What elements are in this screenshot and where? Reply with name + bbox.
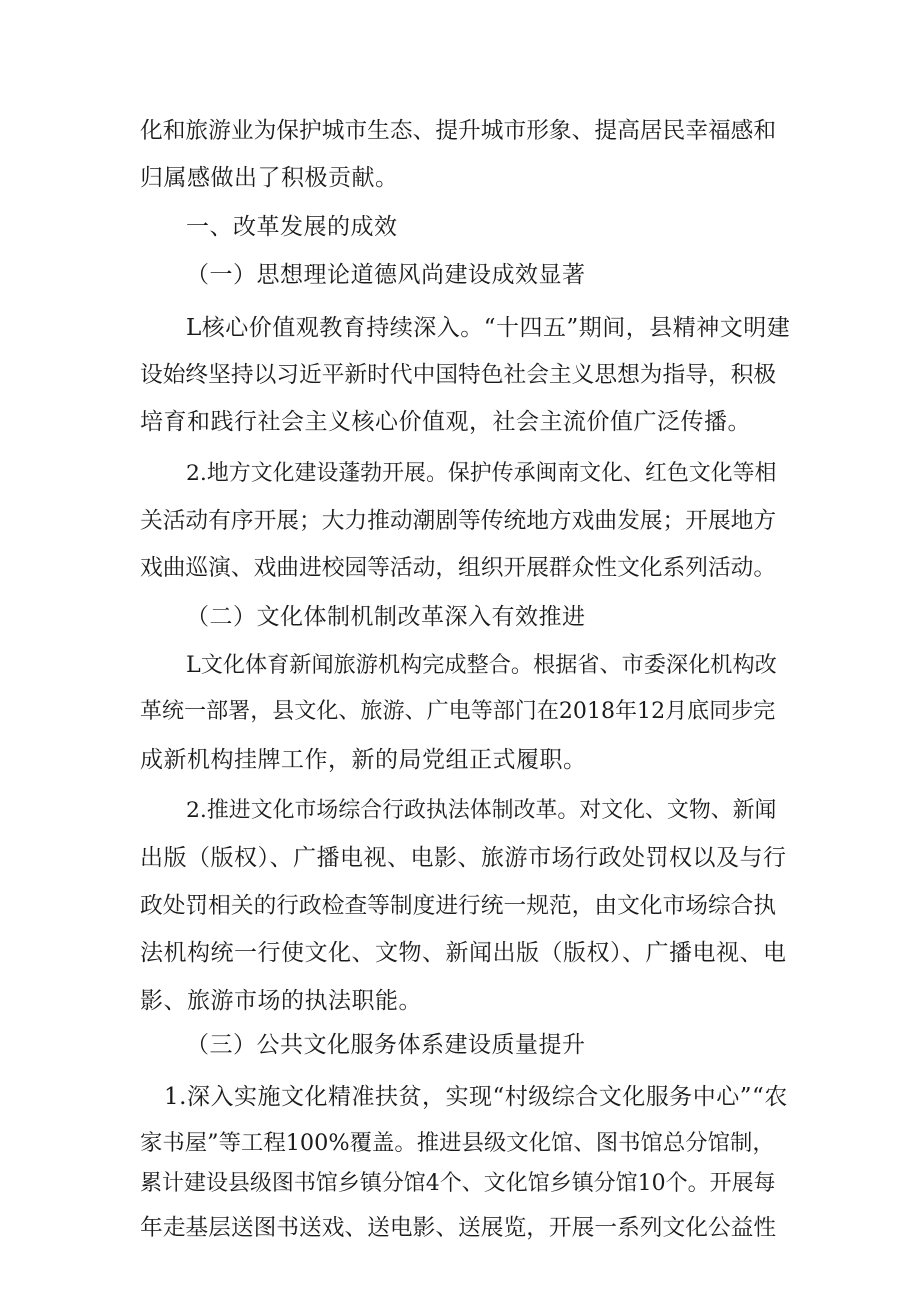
body-line: 1.深入实施文化精准扶贫，实现“村级综合文化服务中心”“农 bbox=[164, 1084, 788, 1110]
body-line: 法机构统一行使文化、文物、新闻出版（版权）、广播电视、电 bbox=[140, 940, 787, 966]
body-line: 影、旅游市场的执法职能。 bbox=[140, 988, 422, 1014]
body-line: 2.地方文化建设蓬勃开展。保护传承闽南文化、红色文化等相 bbox=[186, 461, 777, 486]
body-line: 出版（版权）、广播电视、电影、旅游市场行政处罚权以及与行 bbox=[140, 845, 787, 871]
subsection-heading: （三）公共文化服务体系建设质量提升 bbox=[186, 1032, 586, 1058]
subsection-heading: （二）文化体制机制改革深入有效推进 bbox=[186, 604, 586, 630]
body-line: 家书屋”等工程100%覆盖。推进县级文化馆、图书馆总分馆制， bbox=[140, 1130, 775, 1156]
body-line: 设始终坚持以习近平新时代中国特色社会主义思想为指导，积极 bbox=[140, 362, 777, 388]
body-line: 归属感做出了积极贡献。 bbox=[140, 165, 399, 191]
subsection-heading: （一）思想理论道德风尚建设成效显著 bbox=[186, 262, 586, 288]
body-line: 成新机构挂牌工作，新的局党组正式履职。 bbox=[140, 747, 587, 773]
body-line: 政处罚相关的行政检查等制度进行统一规范，由文化市场综合执 bbox=[140, 893, 777, 919]
body-line: 革统一部署，县文化、旅游、广电等部门在2018年12月底同步完 bbox=[140, 699, 776, 724]
body-line: 关活动有序开展；大力推动潮剧等传统地方戏曲发展；开展地方 bbox=[140, 508, 777, 534]
body-line: 年走基层送图书送戏、送电影、送展览，开展一系列文化公益性 bbox=[140, 1215, 777, 1241]
body-line: L核心价值观教育持续深入。“十四五”期间，县精神文明建 bbox=[186, 315, 791, 341]
body-line: L文化体育新闻旅游机构完成整合。根据省、市委深化机构改 bbox=[186, 652, 777, 678]
body-line: 戏曲巡演、戏曲进校园等活动，组织开展群众性文化系列活动。 bbox=[140, 555, 777, 581]
body-line: 培育和践行社会主义核心价值观，社会主流价值广泛传播。 bbox=[140, 409, 751, 435]
body-line: 累计建设县级图书馆乡镇分馆4个、文化馆乡镇分馆10个。开展每 bbox=[140, 1171, 776, 1196]
section-heading: 一、改革发展的成效 bbox=[186, 214, 398, 240]
body-line: 2.推进文化市场综合行政执法体制改革。对文化、文物、新闻 bbox=[186, 798, 777, 823]
body-line: 化和旅游业为保护城市生态、提升城市形象、提高居民幸福感和 bbox=[140, 118, 777, 144]
